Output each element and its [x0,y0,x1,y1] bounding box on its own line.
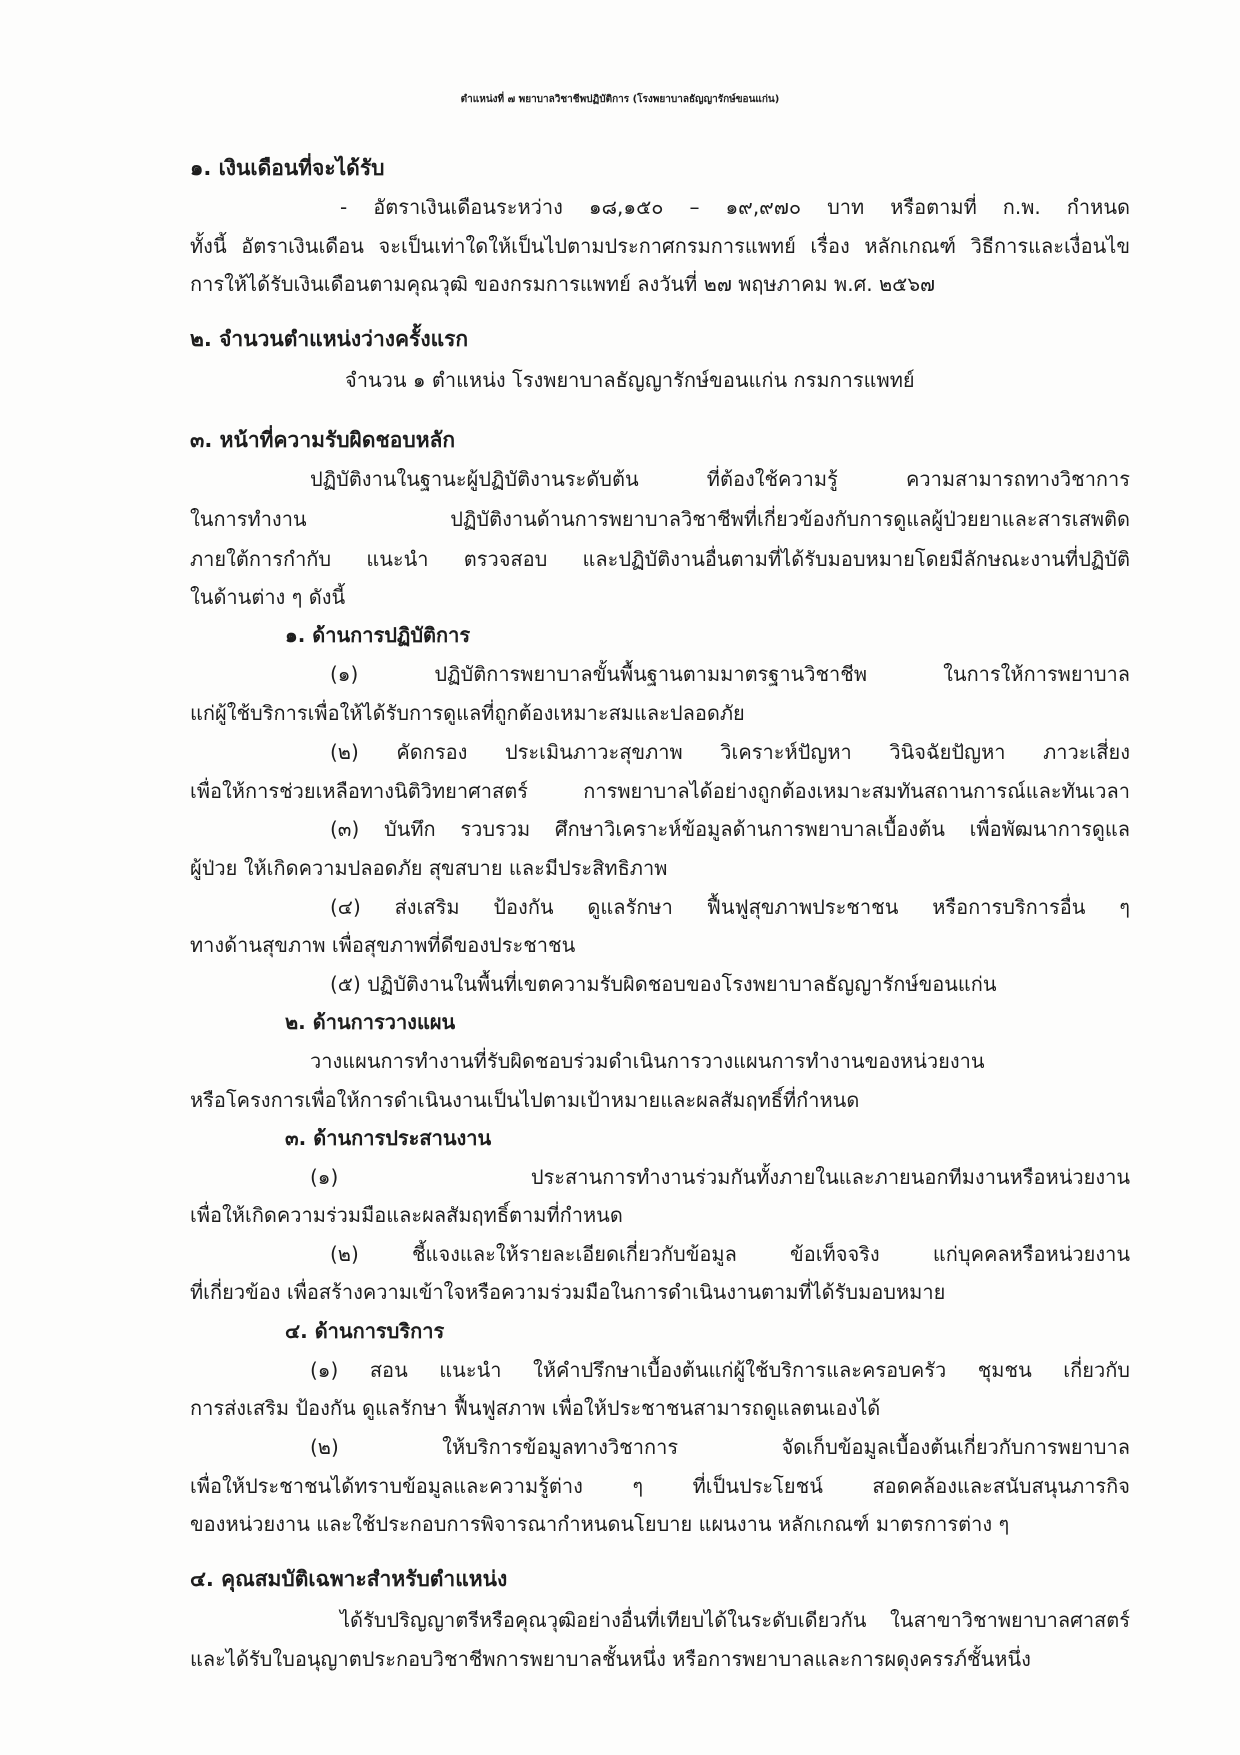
paragraph-line: ปฏิบัติงานในฐานะผู้ปฏิบัติงานระดับต้น ที่ต้องใช้ความรู้ ความสามารถทางวิชาการ [310,467,1130,491]
paragraph-line: ทั้งนี้ อัตราเงินเดือน จะเป็นเท่าใดให้เป็นไปตามประกาศกรมการแพทย์ เรื่อง หลักเกณฑ์ วิธีการและเงื่อนไข [190,234,1130,258]
paragraph-line: (๑) ปฏิบัติการพยาบาลขั้นพื้นฐานตามมาตรฐานวิชาชีพ ในการให้การพยาบาล [330,662,1130,686]
paragraph-line: จำนวน ๑ ตำแหน่ง โรงพยาบาลธัญญารักษ์ขอนแก่น กรมการแพทย์ [345,368,915,392]
paragraph-line: วางแผนการทำงานที่รับผิดชอบร่วมดำเนินการวางแผนการทำงานของหน่วยงาน [310,1049,985,1073]
paragraph-line: (๔) ส่งเสริม ป้องกัน ดูแลรักษา ฟื้นฟูสุขภาพประชาชน หรือการบริการอื่น ๆ [330,895,1130,919]
paragraph-line: (๒) ให้บริการข้อมูลทางวิชาการ จัดเก็บข้อมูลเบื้องต้นเกี่ยวกับการพยาบาล [310,1435,1130,1459]
paragraph-line: ที่เกี่ยวข้อง เพื่อสร้างความเข้าใจหรือความร่วมมือในการดำเนินงานตามที่ได้รับมอบหมาย [190,1280,946,1304]
paragraph-line: (๕) ปฏิบัติงานในพื้นที่เขตความรับผิดชอบของโรงพยาบาลธัญญารักษ์ขอนแก่น [330,972,997,996]
paragraph-line: หรือโครงการเพื่อให้การดำเนินงานเป็นไปตามเป้าหมายและผลสัมฤทธิ์ที่กำหนด [190,1088,860,1112]
paragraph-line: ของหน่วยงาน และใช้ประกอบการพิจารณากำหนดนโยบาย แผนงาน หลักเกณฑ์ มาตรการต่าง ๆ [190,1512,1010,1536]
paragraph-line: (๑) สอน แนะนำ ให้คำปรึกษาเบื้องต้นแก่ผู้ใช้บริการและครอบครัว ชุมชน เกี่ยวกับ [310,1358,1130,1382]
section-heading-qualifications: ๔. คุณสมบัติเฉพาะสำหรับตำแหน่ง [190,1567,508,1591]
document-title: ตำแหน่งที่ ๗ พยาบาลวิชาชีพปฏิบัติการ (โรงพยาบาลธัญญารักษ์ขอนแก่น) [460,94,780,105]
subsection-heading-service: ๔. ด้านการบริการ [285,1319,445,1343]
paragraph-line: (๒) ชี้แจงและให้รายละเอียดเกี่ยวกับข้อมูล ข้อเท็จจริง แก่บุคคลหรือหน่วยงาน [330,1242,1130,1266]
paragraph-line: (๒) คัดกรอง ประเมินภาวะสุขภาพ วิเคราะห์ปัญหา วินิจฉัยปัญหา ภาวะเสี่ยง [330,740,1130,764]
section-heading-duties: ๓. หน้าที่ความรับผิดชอบหลัก [190,428,456,452]
paragraph-line: (๑) ประสานการทำงานร่วมกันทั้งภายในและภายนอกทีมงานหรือหน่วยงาน [310,1165,1130,1189]
paragraph-line: ได้รับปริญญาตรีหรือคุณวุฒิอย่างอื่นที่เทียบได้ในระดับเดียวกัน ในสาขาวิชาพยาบาลศาสตร์ [340,1608,1130,1632]
paragraph-line: - อัตราเงินเดือนระหว่าง ๑๘,๑๕๐ – ๑๙,๙๗๐ บาท หรือตามที่ ก.พ. กำหนด [340,195,1130,219]
paragraph-line: แก่ผู้ใช้บริการเพื่อให้ได้รับการดูแลที่ถูกต้องเหมาะสมและปลอดภัย [190,701,745,725]
paragraph-line: และได้รับใบอนุญาตประกอบวิชาชีพการพยาบาลชั้นหนึ่ง หรือการพยาบาลและการผดุงครรภ์ชั้นหนึ่ง [190,1647,1031,1671]
section-heading-salary: ๑. เงินเดือนที่จะได้รับ [190,156,385,180]
paragraph-line: เพื่อให้ประชาชนได้ทราบข้อมูลและความรู้ต่าง ๆ ที่เป็นประโยชน์ สอดคล้องและสนับสนุนภารกิจ [190,1474,1130,1498]
paragraph-line: การให้ได้รับเงินเดือนตามคุณวุฒิ ของกรมการแพทย์ ลงวันที่ ๒๗ พฤษภาคม พ.ศ. ๒๕๖๗ [190,272,936,296]
subsection-heading-coordination: ๓. ด้านการประสานงาน [285,1126,492,1150]
subsection-heading-operations: ๑. ด้านการปฏิบัติการ [285,623,471,647]
paragraph-line: เพื่อให้เกิดความร่วมมือและผลสัมฤทธิ์ตามที่กำหนด [190,1203,623,1227]
paragraph-line: ภายใต้การกำกับ แนะนำ ตรวจสอบ และปฏิบัติงานอื่นตามที่ได้รับมอบหมายโดยมีลักษณะงานที่ปฏิบัติ [190,547,1130,571]
paragraph-line: การส่งเสริม ป้องกัน ดูแลรักษา ฟื้นฟูสภาพ เพื่อให้ประชาชนสามารถดูแลตนเองได้ [190,1396,881,1420]
section-heading-vacancies: ๒. จำนวนตำแหน่งว่างครั้งแรก [190,327,469,351]
paragraph-line: เพื่อให้การช่วยเหลือทางนิติวิทยาศาสตร์ การพยาบาลได้อย่างถูกต้องเหมาะสมทันสถานการณ์และทันเวลา [190,779,1130,803]
paragraph-line: ในด้านต่าง ๆ ดังนี้ [190,585,346,609]
paragraph-line: (๓) บันทึก รวบรวม ศึกษาวิเคราะห์ข้อมูลด้านการพยาบาลเบื้องต้น เพื่อพัฒนาการดูแล [330,817,1130,841]
paragraph-line: ผู้ป่วย ให้เกิดความปลอดภัย สุขสบาย และมีประสิทธิภาพ [190,856,668,880]
subsection-heading-planning: ๒. ด้านการวางแผน [285,1010,456,1034]
paragraph-line: ทางด้านสุขภาพ เพื่อสุขภาพที่ดีของประชาชน [190,933,576,957]
paragraph-line: ในการทำงาน ปฏิบัติงานด้านการพยาบาลวิชาชีพที่เกี่ยวข้องกับการดูแลผู้ป่วยยาและสารเสพติด [190,507,1130,531]
